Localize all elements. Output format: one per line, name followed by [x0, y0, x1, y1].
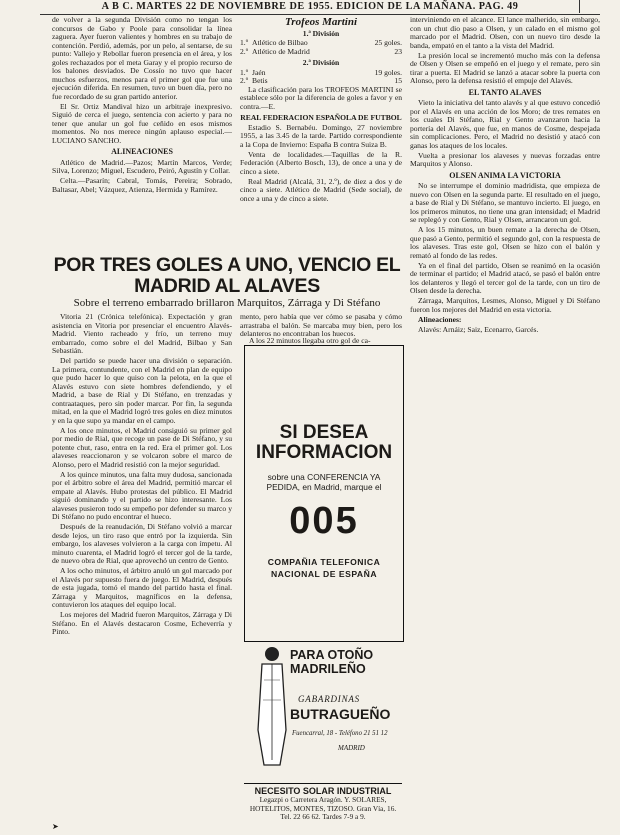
main-headline: POR TRES GOLES A UNO, VENCIO EL MADRID AL ALAVES — [53, 254, 401, 297]
ad-line-3: GABARDINAS — [298, 694, 360, 704]
header-text: A B C. MARTES 22 DE NOVIEMBRE DE 1955. EDICION DE LA MAÑANA. PAG. 49 — [101, 1, 519, 12]
coat-figure-icon — [250, 640, 290, 770]
ad-city: MADRID — [338, 744, 365, 752]
ad-subtext: sobre una CONFERENCIA YA PEDIDA, en Madrid, marque el — [266, 472, 382, 492]
division-title: 2.ª División — [302, 58, 340, 67]
paragraph: de volver a la segunda División como no tengan los concursos de Gabo y Poole para consolidar la línea zaguera. Ayer fueron valientes y hombres en su trabajo de contención. Perdió, además, por un pelo, al sentarse, de su punto: Vallejo y Rebollar fueron presencia en el área, y los goles rechazados por el meta Garay y el propio recurso de los balones desviados. De Cossío no tuvo que hacer muchos esfuerzos, menos para el primer gol que fue una ejecución diferida. En resumen, tuvo un buen día, pero no fue recordado de su gran partido anterior. — [52, 16, 232, 101]
table-row: 1.º Atlético de Bilbao 25 goles. — [240, 38, 402, 47]
ad-line-1: PARA OTOÑO — [290, 648, 374, 662]
gabardinas-ad — [250, 640, 402, 782]
article-line: A los 22 minutos llegaba otro gol de ca- — [249, 336, 371, 345]
paragraph: Estadio S. Bernabéu. Domingo, 27 noviembre 1955, a las 3.45 de la tarde. Partido correspondiente a la Copa de Invierno: España B contra Suiza B. — [240, 122, 402, 149]
paragraph: Vieto la iniciativa del tanto alavés y al que estuvo concedió por el Alavés en una acción de los Moro; de tres remates en los cuales Di Stéfano, Rial y Gento avanzaron hacia la portería del Alavés, que fue, en manos de Cosme, despejada sin complicaciones. Pero, el Madrid no desistió y atacó con ganas los ataques de los locales. — [410, 98, 600, 150]
paragraph: A los once minutos, el Madrid consiguió su primer gol por medio de Rial, que recoge un pase de Di Stéfano, y su potente chut, raso, entra en la red. Era el primer gol. Los alaveses reaccionaron y se volcaron sobre el marco de Alonso, pero el Madrid resistió con la mejor seguridad. — [52, 425, 232, 469]
standings-table-2 — [240, 69, 402, 86]
column-4 — [410, 16, 600, 816]
ad-text: Legazpi o Carretera Aragón. Y. SOLARES, HOTELITOS, MONTES, TIZOSO. Gran Vía, 16. Tel. 22 66 62. Tardes 7-9 a 9. — [249, 795, 397, 821]
paragraph: mento, pero había que ver cómo se pasaba y cómo arrastraba el balón. Se marcaba muy bien, pero los delanteros no encontraban los huecos. — [240, 313, 402, 338]
ad-number: 005 — [289, 500, 359, 542]
ad-company: COMPAÑIA TELEFONICA NACIONAL DE ESPAÑA — [267, 557, 381, 579]
ad-line-2: MADRILEÑO — [290, 662, 366, 676]
lineup: Alavés: Arnáiz; Saiz, Ecenarro, Garcés. — [418, 324, 539, 334]
paragraph: Vuelta a presionar los alaveses y nuevas forzadas entre Marquitos y Alonso. — [410, 150, 600, 168]
paragraph: No se interrumpe el dominio madridista, que empieza de nuevo con Olsen en la segunda parte. El resultado en el juego, a base de Rial y Di Stéfano, se mantuvo incierto. El juego, en los primeros minutos, no tiene una gran intensidad; el Madrid se replegó y con Gento, Rial y Olsen, arrancaron un gol. — [410, 181, 600, 224]
standings-title: Trofeos Martini — [284, 18, 357, 28]
ad-address: Fuencarral, 18 - Teléfono 21 51 12 — [292, 730, 388, 737]
paragraph: El Sr. Ortiz Mandival hizo un arbitraje inexpresivo. Siguió de cerca el juego, sentencia con acierto y para no tener que anular un gol fue ceñido en esos mismos momentos. No nos merece ningún aplauso especial.—LUCIANO SANCHO. — [52, 101, 232, 145]
standings-note: La clasificación para los TROFEOS MARTINI se establece sólo por la diferencia de goles a favor y en contra.—E. — [240, 84, 402, 111]
article-body — [52, 313, 232, 808]
paragraph: La presión local se incrementó mucho más con la defensa de Olsen y Olsen se empeñó en el juego y el remate, pero sin tirar a puerta. El Madrid se lanzó a atacar sobre la puerta con Alonso, pero la defensa resistió el empuje del Alavés. — [410, 50, 600, 85]
arrow-icon: ➤ — [52, 822, 59, 831]
paragraph: Después de la reanudación, Di Stéfano volvió a marcar desde lejos, un tiro raso que entró por la izquierda. Sin embargo, los alaveses volvieron a la carga con ímpetu. Al minuto cuarenta, el Madrid logró el tercer gol de la tarde, de nuevo obra de Rial, que aprovechó un centro de Gento. — [52, 522, 232, 565]
paragraph: A los 15 minutos, un buen remate a la derecha de Olsen, que pasó a Gento, permitió el segundo gol, con la respuesta de los alaveses. Tras este gol, Olsen se hizo con el balón y remató al fondo de las redes. — [410, 225, 600, 260]
ad-title: NECESITO SOLAR INDUSTRIAL — [254, 786, 392, 796]
paragraph: Zárraga, Marquitos, Lesmes, Alonso, Miguel y Di Stéfano fueron los mejores del Madrid en esta victoria. — [410, 296, 600, 314]
ad-headline-2: INFORMACION — [255, 442, 393, 463]
lineup: Atlético de Madrid.—Pazos; Martín Marcos, Verde; Silva, Lorenzo; Miguel, Escudero, Peiró, Agustín y Collar. — [52, 157, 232, 175]
paragraph: Los mejores del Madrid fueron Marquitos, Zárraga y Di Stéfano. En el Alavés destacaron Cosme, Echeverría y Pinto. — [52, 610, 232, 636]
solar-ad — [244, 783, 402, 821]
paragraph: Venta de localidades.—Taquillas de la R. Federación (Alberto Bosch, 13), de once a una y de cinco a siete. — [240, 149, 402, 176]
section-title: EL TANTO ALAVES — [468, 87, 542, 97]
table-row: 2.º Betis 15 — [240, 76, 402, 85]
ad-headline-1: SI DESEA — [279, 422, 369, 443]
page-header — [40, 0, 600, 15]
lineup: Celta.—Pasarín; Cabral, Tomás, Pereira; Sobrado, Baltasar, Abel; Vázquez, Atienza, Hermida y Ramírez. — [52, 176, 232, 194]
paragraph: Real Madrid (Alcalá, 31, 2.º), de diez a dos y de cinco a siete. Atlético de Madrid (Sede social), de once a una y de cinco a siete. — [240, 176, 402, 203]
table-row: 2.º Atlético de Madrid 23 — [240, 46, 402, 56]
paragraph: A los ocho minutos, el árbitro anuló un gol marcado por el Alavés por supuesto fuera de juego. El Madrid, después de esta jugada, tomó el mando del partido hasta el final. Zárraga y Marquitos, magníficos en la defensa, contuvieron los ataques del equipo local. — [52, 566, 232, 609]
section-title: ALINEACIONES — [111, 147, 173, 156]
telefonica-ad — [244, 336, 404, 642]
paragraph: A los quince minutos, una falta muy dudosa, sancionada por el árbitro sobre el área del Madrid, permitió marcar el empate al Alavés. Hubo protestas del público. El Madrid siguió dominando y el partido se hizo interesante. Los alaveses pusieron todo su empeño por defender su marco y Di Stéfano no pudo encontrar el hueco. — [52, 469, 232, 521]
ad-brand: BUTRAGUEÑO — [290, 706, 391, 722]
federation-title: REAL FEDERACION ESPAÑOLA DE FUTBOL — [240, 113, 402, 122]
paragraph: Ya en el final del partido, Olsen se reanimó en la ocasión de terminar el partido; el Madrid atacó, se pasó el balón entre los delanteros y llegó el tercer gol de la tarde, con un tiro de Olsen desde la derecha. — [410, 260, 600, 295]
division-title: 1.ª División — [302, 28, 340, 38]
paragraph — [410, 316, 600, 325]
header-box — [579, 0, 600, 13]
lineup-label: Alineaciones: — [418, 314, 462, 324]
table-row: 1.º Jaén 19 goles. — [240, 67, 402, 77]
section-title: OLSEN ANIMA LA VICTORIA — [449, 170, 561, 180]
paragraph: Vitoria 21 (Crónica telefónica). Expectación y gran asistencia en Vitoria por presenciar el encuentro Alavés-Madrid. Viento racheado y frío, un terreno muy embarrado, como sobre el del Madrid, Bilbao y San Sebastián. — [52, 313, 232, 355]
paragraph: interviniendo en el alcance. El lance malherido, sin embargo, con un chut dio paso a Olsen, y un calado en el mismo gol marcado por el Madrid. Olsen, con un nuevo tiro desde la banda, empató en el tanto a la vista del Madrid. — [410, 16, 600, 50]
sub-headline: Sobre el terreno embarrado brillaron Marquitos, Zárraga y Di Stéfano — [73, 297, 381, 309]
standings-table-1 — [240, 39, 402, 56]
paragraph: Del partido se puede hacer una división o separación. La primera, contundente, con el Madrid en plan de equipo que pudo hacer lo que quiso con la pelota, en la que el Alavés estuvo con siete hombres defendiendo, y el Madrid, a base de Rial y Di Stéfano, en trenzadas y contraataques, pero sin poder marcar. Por fin, la segunda mitad, en la que el Madrid logró tres goles en diez minutos y en la que supo ya mandar en el campo. — [52, 356, 232, 425]
column-1-top — [52, 16, 232, 249]
standings-box — [240, 18, 402, 254]
